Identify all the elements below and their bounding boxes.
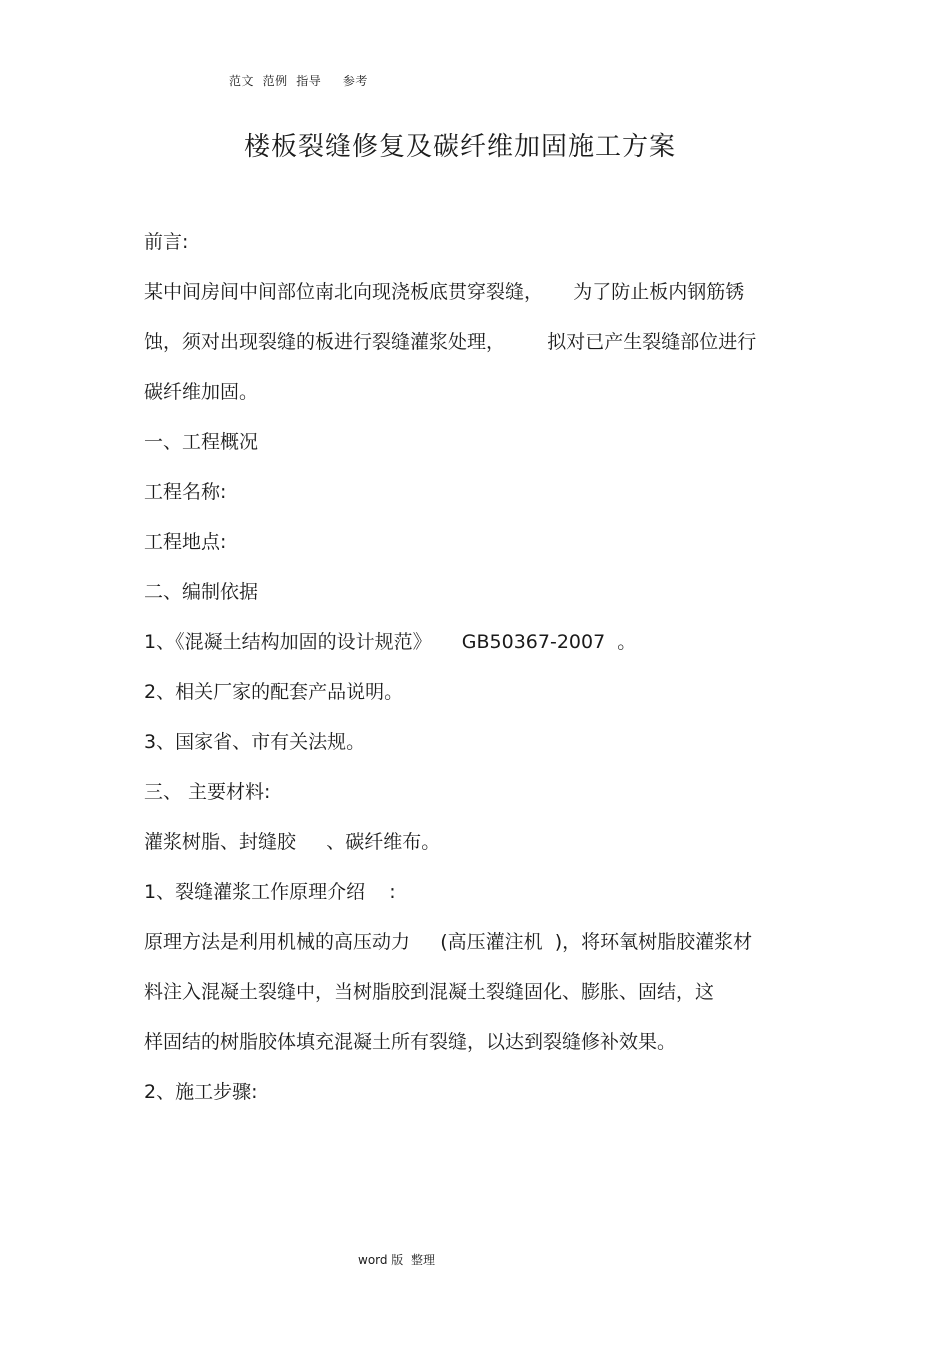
section-heading: 三、 主要材料:	[144, 781, 271, 803]
document-body	[144, 228, 804, 1128]
body-line: 样固结的树脂胶体填充混凝土所有裂缝，以达到裂缝修补效果。	[144, 1031, 677, 1053]
body-line: 碳纤维加固。	[144, 381, 259, 403]
body-line: 灌浆树脂、封缝胶 、碳纤维布。	[144, 831, 441, 853]
section-heading: 二、编制依据	[144, 581, 259, 603]
body-line: 工程地点:	[144, 531, 227, 553]
body-line: 某中间房间中间部位南北向现浇板底贯穿裂缝， 为了防止板内钢筋锈	[144, 281, 745, 303]
section-heading: 一、工程概况	[144, 431, 259, 453]
header-note: 范文 范例 指导 参考	[229, 74, 368, 88]
body-line: 前言:	[144, 231, 189, 253]
body-line: 原理方法是利用机械的高压动力 (高压灌注机 )，将环氧树脂胶灌浆材	[144, 931, 753, 953]
document-title: 楼板裂缝修复及碳纤维加固施工方案	[243, 132, 676, 162]
body-line: 料注入混凝土裂缝中，当树脂胶到混凝土裂缝固化、膨胀、固结，这	[144, 981, 715, 1003]
list-item: 1、裂缝灌浆工作原理介绍 :	[144, 881, 396, 903]
list-item: 2、施工步骤:	[144, 1081, 258, 1103]
list-item: 3、国家省、市有关法规。	[144, 731, 366, 753]
list-item: 2、相关厂家的配套产品说明。	[144, 681, 404, 703]
body-line: 蚀，须对出现裂缝的板进行裂缝灌浆处理， 拟对已产生裂缝部位进行	[144, 331, 757, 353]
body-line: 工程名称:	[144, 481, 227, 503]
list-item: 1、《混凝土结构加固的设计规范》 GB50367-2007 。	[144, 631, 637, 653]
footer-note: word 版 整理	[358, 1253, 435, 1267]
